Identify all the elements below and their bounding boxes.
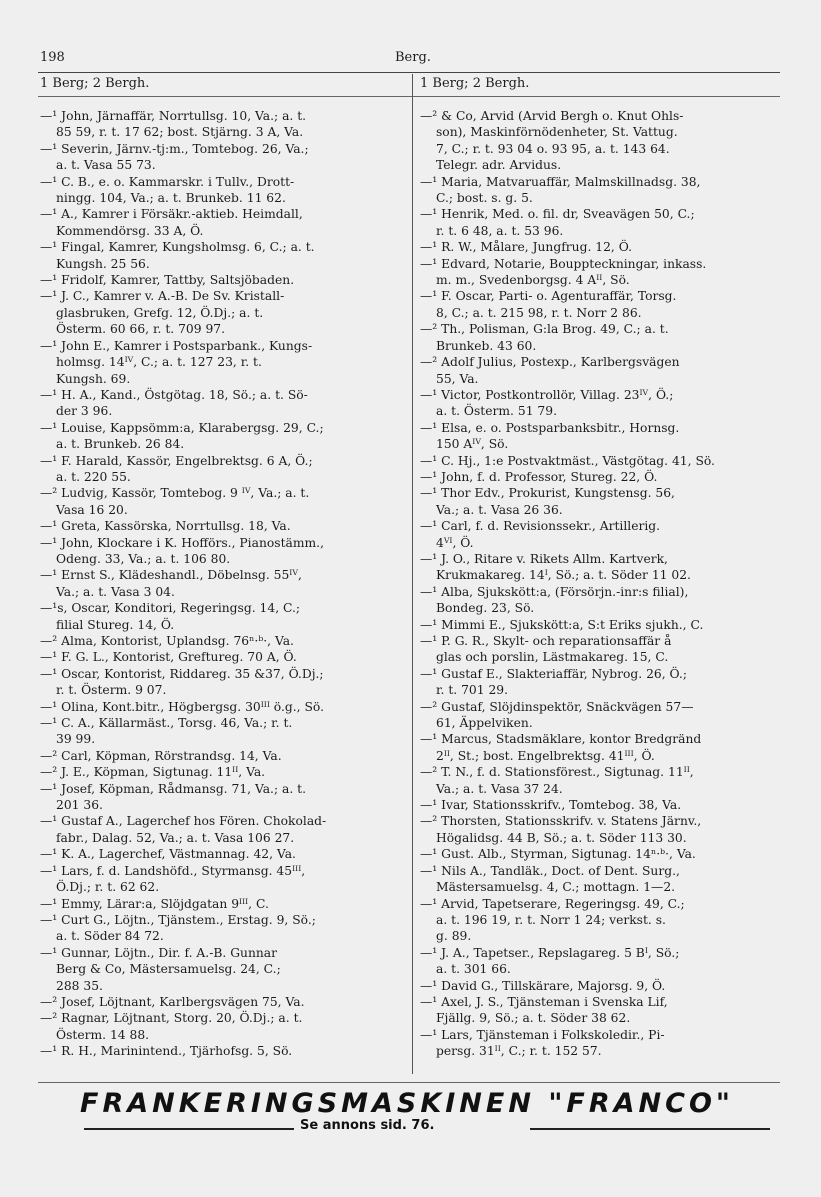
column-divider — [412, 74, 413, 1074]
directory-entry — [420, 354, 788, 387]
entry-line: —¹ Edvard, Notarie, Bouppteckningar, inkass. — [420, 256, 707, 271]
directory-entry — [420, 945, 788, 978]
directory-entry — [420, 846, 788, 862]
entry-line: —¹ Fridolf, Kamrer, Tattby, Saltsjöbaden. — [40, 273, 295, 288]
right-column — [420, 108, 788, 1060]
entry-continuation-line: r. t. Österm. 9 07. — [56, 683, 167, 698]
entry-continuation-line: Högalidsg. 44 B, Sö.; a. t. Söder 113 30. — [436, 830, 687, 845]
heading-rule — [38, 96, 780, 97]
entry-continuation-line: Vasa 16 20. — [56, 502, 128, 517]
directory-entry — [420, 764, 788, 797]
directory-entry — [420, 387, 788, 420]
entry-line: —¹ R. H., Marinintend., Tjärhofsg. 5, Sö. — [40, 1044, 293, 1059]
left-column-heading: 1 Berg; 2 Bergh. — [40, 76, 150, 91]
entry-line: —¹ C. A., Källarmäst., Torsg. 46, Va.; r. t. — [40, 716, 293, 731]
entry-continuation-line: C.; bost. s. g. 5. — [436, 191, 533, 206]
entry-continuation-line: 2ᴵᴵ, St.; bost. Engelbrektsg. 41ᴵᴵᴵ, Ö. — [436, 748, 655, 763]
directory-entry — [420, 813, 788, 846]
entry-continuation-line: son), Maskinförnödenheter, St. Vattug. — [436, 125, 678, 140]
directory-entry — [420, 896, 788, 945]
entry-continuation-line: a. t. 220 55. — [56, 469, 131, 484]
entry-continuation-line: Va.; a. t. Vasa 37 24. — [436, 781, 563, 796]
entry-line: —¹ F. Oscar, Parti- o. Agenturaffär, Torsg. — [420, 289, 677, 304]
directory-entry — [420, 420, 788, 453]
directory-entry — [40, 863, 408, 896]
directory-entry — [420, 699, 788, 732]
directory-entry — [40, 239, 408, 272]
entry-continuation-line: Brunkeb. 43 60. — [436, 338, 537, 353]
directory-entry — [40, 896, 408, 912]
entry-line: —² Ludvig, Kassör, Tomtebog. 9 ᴵⱽ, Va.; a. t. — [40, 486, 310, 501]
entry-line: —² Alma, Kontorist, Uplandsg. 76ⁿ·ᵇ·, Va. — [40, 634, 294, 648]
entry-line: —¹ Henrik, Med. o. fil. dr, Sveavägen 50, C.; — [420, 207, 695, 222]
entry-continuation-line: r. t. 701 29. — [436, 683, 509, 698]
entry-continuation-line: Fjällg. 9, Sö.; a. t. Söder 38 62. — [436, 1011, 631, 1026]
directory-entry — [40, 813, 408, 846]
entry-line: —² Josef, Löjtnant, Karlbergsvägen 75, Va. — [40, 994, 305, 1009]
directory-entry — [40, 912, 408, 945]
entry-continuation-line: fabr., Dalag. 52, Va.; a. t. Vasa 106 27. — [56, 830, 295, 845]
entry-continuation-line: 61, Äppelviken. — [436, 716, 533, 731]
entry-line: —¹ Josef, Köpman, Rådmansg. 71, Va.; a. t. — [40, 781, 307, 796]
directory-entry — [420, 206, 788, 239]
directory-entry — [40, 1010, 408, 1043]
entry-continuation-line: glas och porslin, Lästmakareg. 15, C. — [436, 650, 669, 665]
directory-entry — [420, 978, 788, 994]
directory-entry — [40, 420, 408, 453]
entry-continuation-line: holmsg. 14ᴵⱽ, C.; a. t. 127 23, r. t. — [56, 355, 262, 370]
entry-continuation-line: Odeng. 33, Va.; a. t. 106 80. — [56, 551, 231, 566]
top-rule — [38, 72, 780, 73]
entry-continuation-line: a. t. Söder 84 72. — [56, 929, 164, 944]
entry-line: —¹ Lars, Tjänsteman i Folkskoledir., Pi- — [420, 1027, 665, 1042]
entry-line: —¹ John, f. d. Professor, Stureg. 22, Ö. — [420, 469, 658, 484]
directory-entry — [40, 272, 408, 288]
entry-continuation-line: Ö.Dj.; r. t. 62 62. — [56, 880, 160, 895]
entry-continuation-line: 8, C.; a. t. 215 98, r. t. Norr 2 86. — [436, 305, 642, 320]
entry-line: —² Adolf Julius, Postexp., Karlbergsvägen — [420, 355, 680, 370]
entry-line: —¹ John E., Kamrer i Postsparbank., Kungs- — [40, 338, 313, 353]
entry-line: —¹ Olina, Kont.bitr., Högbergsg. 30ᴵᴵᴵ ö.g., Sö. — [40, 699, 325, 714]
entry-continuation-line: a. t. 301 66. — [436, 962, 511, 977]
entry-line: —¹ Mimmi E., Sjukskött:a, S:t Eriks sjukh., C. — [420, 617, 704, 632]
entry-line: —¹ F. G. L., Kontorist, Greftureg. 70 A, Ö. — [40, 650, 297, 665]
entry-line: —¹ Gustaf E., Slakteriaffär, Nybrog. 26, Ö.; — [420, 666, 687, 681]
entry-continuation-line: Kungsh. 25 56. — [56, 256, 150, 271]
entry-continuation-line: 7, C.; r. t. 93 04 o. 93 95, a. t. 143 64. — [436, 141, 670, 156]
entry-continuation-line: 150 Aᴵⱽ, Sö. — [436, 437, 509, 452]
entry-continuation-line: r. t. 6 48, a. t. 53 96. — [436, 223, 564, 238]
directory-entry — [40, 715, 408, 748]
directory-entry — [420, 485, 788, 518]
entry-line: —¹ J. O., Ritare v. Rikets Allm. Kartverk, — [420, 551, 668, 566]
directory-entry — [40, 1043, 408, 1059]
entry-line: —² Th., Polisman, G:la Brog. 49, C.; a. t. — [420, 322, 669, 337]
entry-continuation-line: Kommendörsg. 33 A, Ö. — [56, 223, 204, 238]
entry-line: —¹ Gust. Alb., Styrman, Sigtunag. 14ⁿ·ᵇ·, Va. — [420, 847, 696, 862]
entry-line: —¹ R. W., Målare, Jungfrug. 12, Ö. — [420, 240, 633, 255]
entry-line: —¹ Ernst S., Klädeshandl., Döbelnsg. 55ᴵⱽ, — [40, 568, 302, 583]
entry-continuation-line: Österm. 14 88. — [56, 1027, 150, 1042]
directory-entry — [420, 551, 788, 584]
entry-continuation-line: Kungsh. 69. — [56, 371, 131, 386]
entry-continuation-line: ningg. 104, Va.; a. t. Brunkeb. 11 62. — [56, 191, 286, 206]
entry-line: —¹ Greta, Kassörska, Norrtullsg. 18, Va. — [40, 519, 291, 534]
directory-entry — [40, 748, 408, 764]
entry-line: —¹ Elsa, e. o. Postsparbanksbitr., Hornsg. — [420, 420, 680, 435]
entry-line: —¹ Emmy, Lärar:a, Slöjdgatan 9ᴵᴵᴵ, C. — [40, 896, 269, 911]
directory-entry — [40, 485, 408, 518]
directory-entry — [40, 945, 408, 994]
directory-entry — [40, 518, 408, 534]
entry-continuation-line: Bondeg. 23, Sö. — [436, 601, 535, 616]
entry-continuation-line: 288 35. — [56, 978, 103, 993]
directory-entry — [420, 174, 788, 207]
entry-line: —² Thorsten, Stationsskrifv. v. Statens Järnv., — [420, 814, 702, 829]
entry-line: —¹ Axel, J. S., Tjänsteman i Svenska Lif, — [420, 994, 668, 1009]
advertisement-headline: FRANKERINGSMASKINEN "FRANCO" — [80, 1088, 734, 1119]
entry-line: —¹ John, Klockare i K. Hofförs., Pianostämm., — [40, 535, 324, 550]
entry-line: —¹ Gunnar, Löjtn., Dir. f. A.-B. Gunnar — [40, 945, 278, 960]
directory-entry — [420, 617, 788, 633]
entry-line: —² Carl, Köpman, Rörstrandsg. 14, Va. — [40, 748, 282, 763]
entry-line: —¹ C. B., e. o. Kammarskr. i Tullv., Drott- — [40, 174, 295, 189]
directory-entry — [420, 731, 788, 764]
directory-entry — [40, 141, 408, 174]
entry-continuation-line: Va.; a. t. Vasa 3 04. — [56, 584, 175, 599]
directory-entry — [420, 108, 788, 174]
entry-continuation-line: Berg & Co, Mästersamuelsg. 24, C.; — [56, 962, 281, 977]
entry-line: —² & Co, Arvid (Arvid Bergh o. Knut Ohls- — [420, 109, 684, 123]
directory-entry — [420, 518, 788, 551]
directory-entry — [420, 633, 788, 666]
advertisement-rule-right — [530, 1128, 770, 1130]
page-number: 198 — [40, 50, 65, 65]
entry-line: —¹ David G., Tillskärare, Majorsg. 9, Ö. — [420, 978, 666, 993]
directory-entry — [40, 781, 408, 814]
entry-continuation-line: m. m., Svedenborgsg. 4 Aᴵᴵ, Sö. — [436, 273, 630, 288]
entry-line: —¹ Victor, Postkontrollör, Villag. 23ᴵⱽ, Ö.; — [420, 387, 674, 402]
entry-line: —¹s, Oscar, Konditori, Regeringsg. 14, C.; — [40, 601, 301, 616]
directory-entry — [420, 584, 788, 617]
directory-entry — [40, 600, 408, 633]
directory-entry — [420, 994, 788, 1027]
entry-line: —² J. E., Köpman, Sigtunag. 11ᴵᴵ, Va. — [40, 765, 266, 780]
entry-continuation-line: a. t. Vasa 55 73. — [56, 158, 156, 173]
running-title: Berg. — [395, 50, 431, 65]
entry-line: —¹ Carl, f. d. Revisionssekr., Artillerig. — [420, 519, 661, 534]
directory-entry — [420, 469, 788, 485]
entry-line: —¹ K. A., Lagerchef, Västmannag. 42, Va. — [40, 847, 296, 862]
directory-entry — [40, 567, 408, 600]
bottom-rule — [38, 1082, 780, 1083]
entry-continuation-line: filial Stureg. 14, Ö. — [56, 617, 175, 632]
directory-entry — [420, 666, 788, 699]
directory-entry — [40, 666, 408, 699]
entry-line: —¹ Curt G., Löjtn., Tjänstem., Erstag. 9, Sö.; — [40, 912, 316, 927]
entry-continuation-line: Mästersamuelsg. 4, C.; mottagn. 1—2. — [436, 880, 676, 895]
entry-continuation-line: 201 36. — [56, 798, 103, 813]
entry-line: —¹ J. A., Tapetser., Repslagareg. 5 Bᴵ, Sö.; — [420, 945, 680, 960]
entry-continuation-line: Va.; a. t. Vasa 26 36. — [436, 502, 563, 517]
entry-line: —¹ Alba, Sjukskött:a, (Försörjn.-inr:s filial), — [420, 584, 689, 599]
entry-continuation-line: 85 59, r. t. 17 62; bost. Stjärng. 3 A, Va. — [56, 125, 304, 140]
entry-line: —¹ Arvid, Tapetserare, Regeringsg. 49, C.; — [420, 896, 685, 911]
directory-entry — [40, 288, 408, 337]
directory-entry — [420, 321, 788, 354]
directory-entry — [40, 649, 408, 665]
entry-continuation-line: persg. 31ᴵᴵ, C.; r. t. 152 57. — [436, 1044, 602, 1059]
entry-line: —¹ Thor Edv., Prokurist, Kungstensg. 56, — [420, 486, 675, 501]
entry-line: —² T. N., f. d. Stationsförest., Sigtunag. 11ᴵᴵ, — [420, 765, 694, 780]
directory-entry — [40, 764, 408, 780]
entry-continuation-line: 39 99. — [56, 732, 96, 747]
entry-line: —¹ P. G. R., Skylt- och reparationsaffär å — [420, 634, 672, 648]
entry-line: —¹ Fingal, Kamrer, Kungsholmsg. 6, C.; a. t. — [40, 240, 315, 255]
advertisement-rule-left — [84, 1128, 294, 1130]
advertisement-subline: Se annons sid. 76. — [300, 1118, 435, 1133]
left-column — [40, 108, 408, 1060]
directory-entry — [420, 453, 788, 469]
entry-line: —¹ C. Hj., 1:e Postvaktmäst., Västgötag. 41, Sö. — [420, 453, 715, 468]
entry-continuation-line: Österm. 60 66, r. t. 709 97. — [56, 322, 226, 337]
directory-entry — [40, 633, 408, 649]
entry-line: —² Gustaf, Slöjdinspektör, Snäckvägen 57— — [420, 699, 694, 714]
entry-line: —¹ J. C., Kamrer v. A.-B. De Sv. Kristall- — [40, 289, 285, 304]
directory-entry — [40, 108, 408, 141]
entry-continuation-line: Krukmakareg. 14ᴵ, Sö.; a. t. Söder 11 02. — [436, 568, 691, 583]
directory-entry — [420, 239, 788, 255]
entry-continuation-line: Telegr. adr. Arvidus. — [436, 158, 562, 173]
entry-continuation-line: a. t. Österm. 51 79. — [436, 404, 557, 419]
entry-line: —¹ Ivar, Stationsskrifv., Tomtebog. 38, Va. — [420, 798, 682, 813]
directory-entry — [40, 174, 408, 207]
entry-line: —¹ Oscar, Kontorist, Riddareg. 35 &37, Ö.Dj.; — [40, 666, 324, 681]
entry-line: —¹ Gustaf A., Lagerchef hos Fören. Chokolad- — [40, 814, 327, 829]
entry-line: —¹ H. A., Kand., Östgötag. 18, Sö.; a. t. Sö- — [40, 387, 308, 402]
entry-continuation-line: glasbruken, Grefg. 12, Ö.Dj.; a. t. — [56, 305, 264, 320]
directory-entry — [40, 699, 408, 715]
entry-line: —¹ Louise, Kappsömm:a, Klarabergsg. 29, C.; — [40, 420, 324, 435]
entry-line: —¹ Lars, f. d. Landshöfd., Styrmansg. 45ᴵᴵᴵ, — [40, 863, 306, 878]
entry-continuation-line: a. t. 196 19, r. t. Norr 1 24; verkst. s. — [436, 912, 666, 927]
entry-continuation-line: 55, Va. — [436, 371, 479, 386]
directory-entry — [420, 797, 788, 813]
directory-entry — [40, 846, 408, 862]
entry-line: —¹ Marcus, Stadsmäklare, kontor Bredgränd — [420, 732, 702, 747]
directory-entry — [40, 338, 408, 387]
entry-line: —¹ John, Järnaffär, Norrtullsg. 10, Va.; a. t. — [40, 109, 307, 123]
right-column-heading: 1 Berg; 2 Bergh. — [420, 76, 530, 91]
entry-line: —² Ragnar, Löjtnant, Storg. 20, Ö.Dj.; a. t. — [40, 1011, 303, 1026]
directory-entry — [40, 535, 408, 568]
entry-continuation-line: der 3 96. — [56, 404, 113, 419]
entry-line: —¹ A., Kamrer i Försäkr.-aktieb. Heimdall, — [40, 207, 303, 222]
entry-line: —¹ F. Harald, Kassör, Engelbrektsg. 6 A, Ö.; — [40, 453, 313, 468]
entry-line: —¹ Nils A., Tandläk., Doct. of Dent. Surg., — [420, 863, 680, 878]
entry-continuation-line: 4ⱽᴵ, Ö. — [436, 535, 474, 550]
directory-entry — [40, 206, 408, 239]
entry-continuation-line: a. t. Brunkeb. 26 84. — [56, 437, 185, 452]
directory-entry — [420, 288, 788, 321]
directory-entry — [420, 256, 788, 289]
directory-entry — [40, 387, 408, 420]
entry-continuation-line: g. 89. — [436, 929, 472, 944]
directory-entry — [420, 1027, 788, 1060]
directory-entry — [40, 994, 408, 1010]
directory-entry — [420, 863, 788, 896]
entry-line: —¹ Maria, Matvaruaffär, Malmskillnadsg. 38, — [420, 174, 701, 189]
directory-entry — [40, 453, 408, 486]
entry-line: —¹ Severin, Järnv.-tj:m., Tomtebog. 26, Va.; — [40, 141, 309, 156]
